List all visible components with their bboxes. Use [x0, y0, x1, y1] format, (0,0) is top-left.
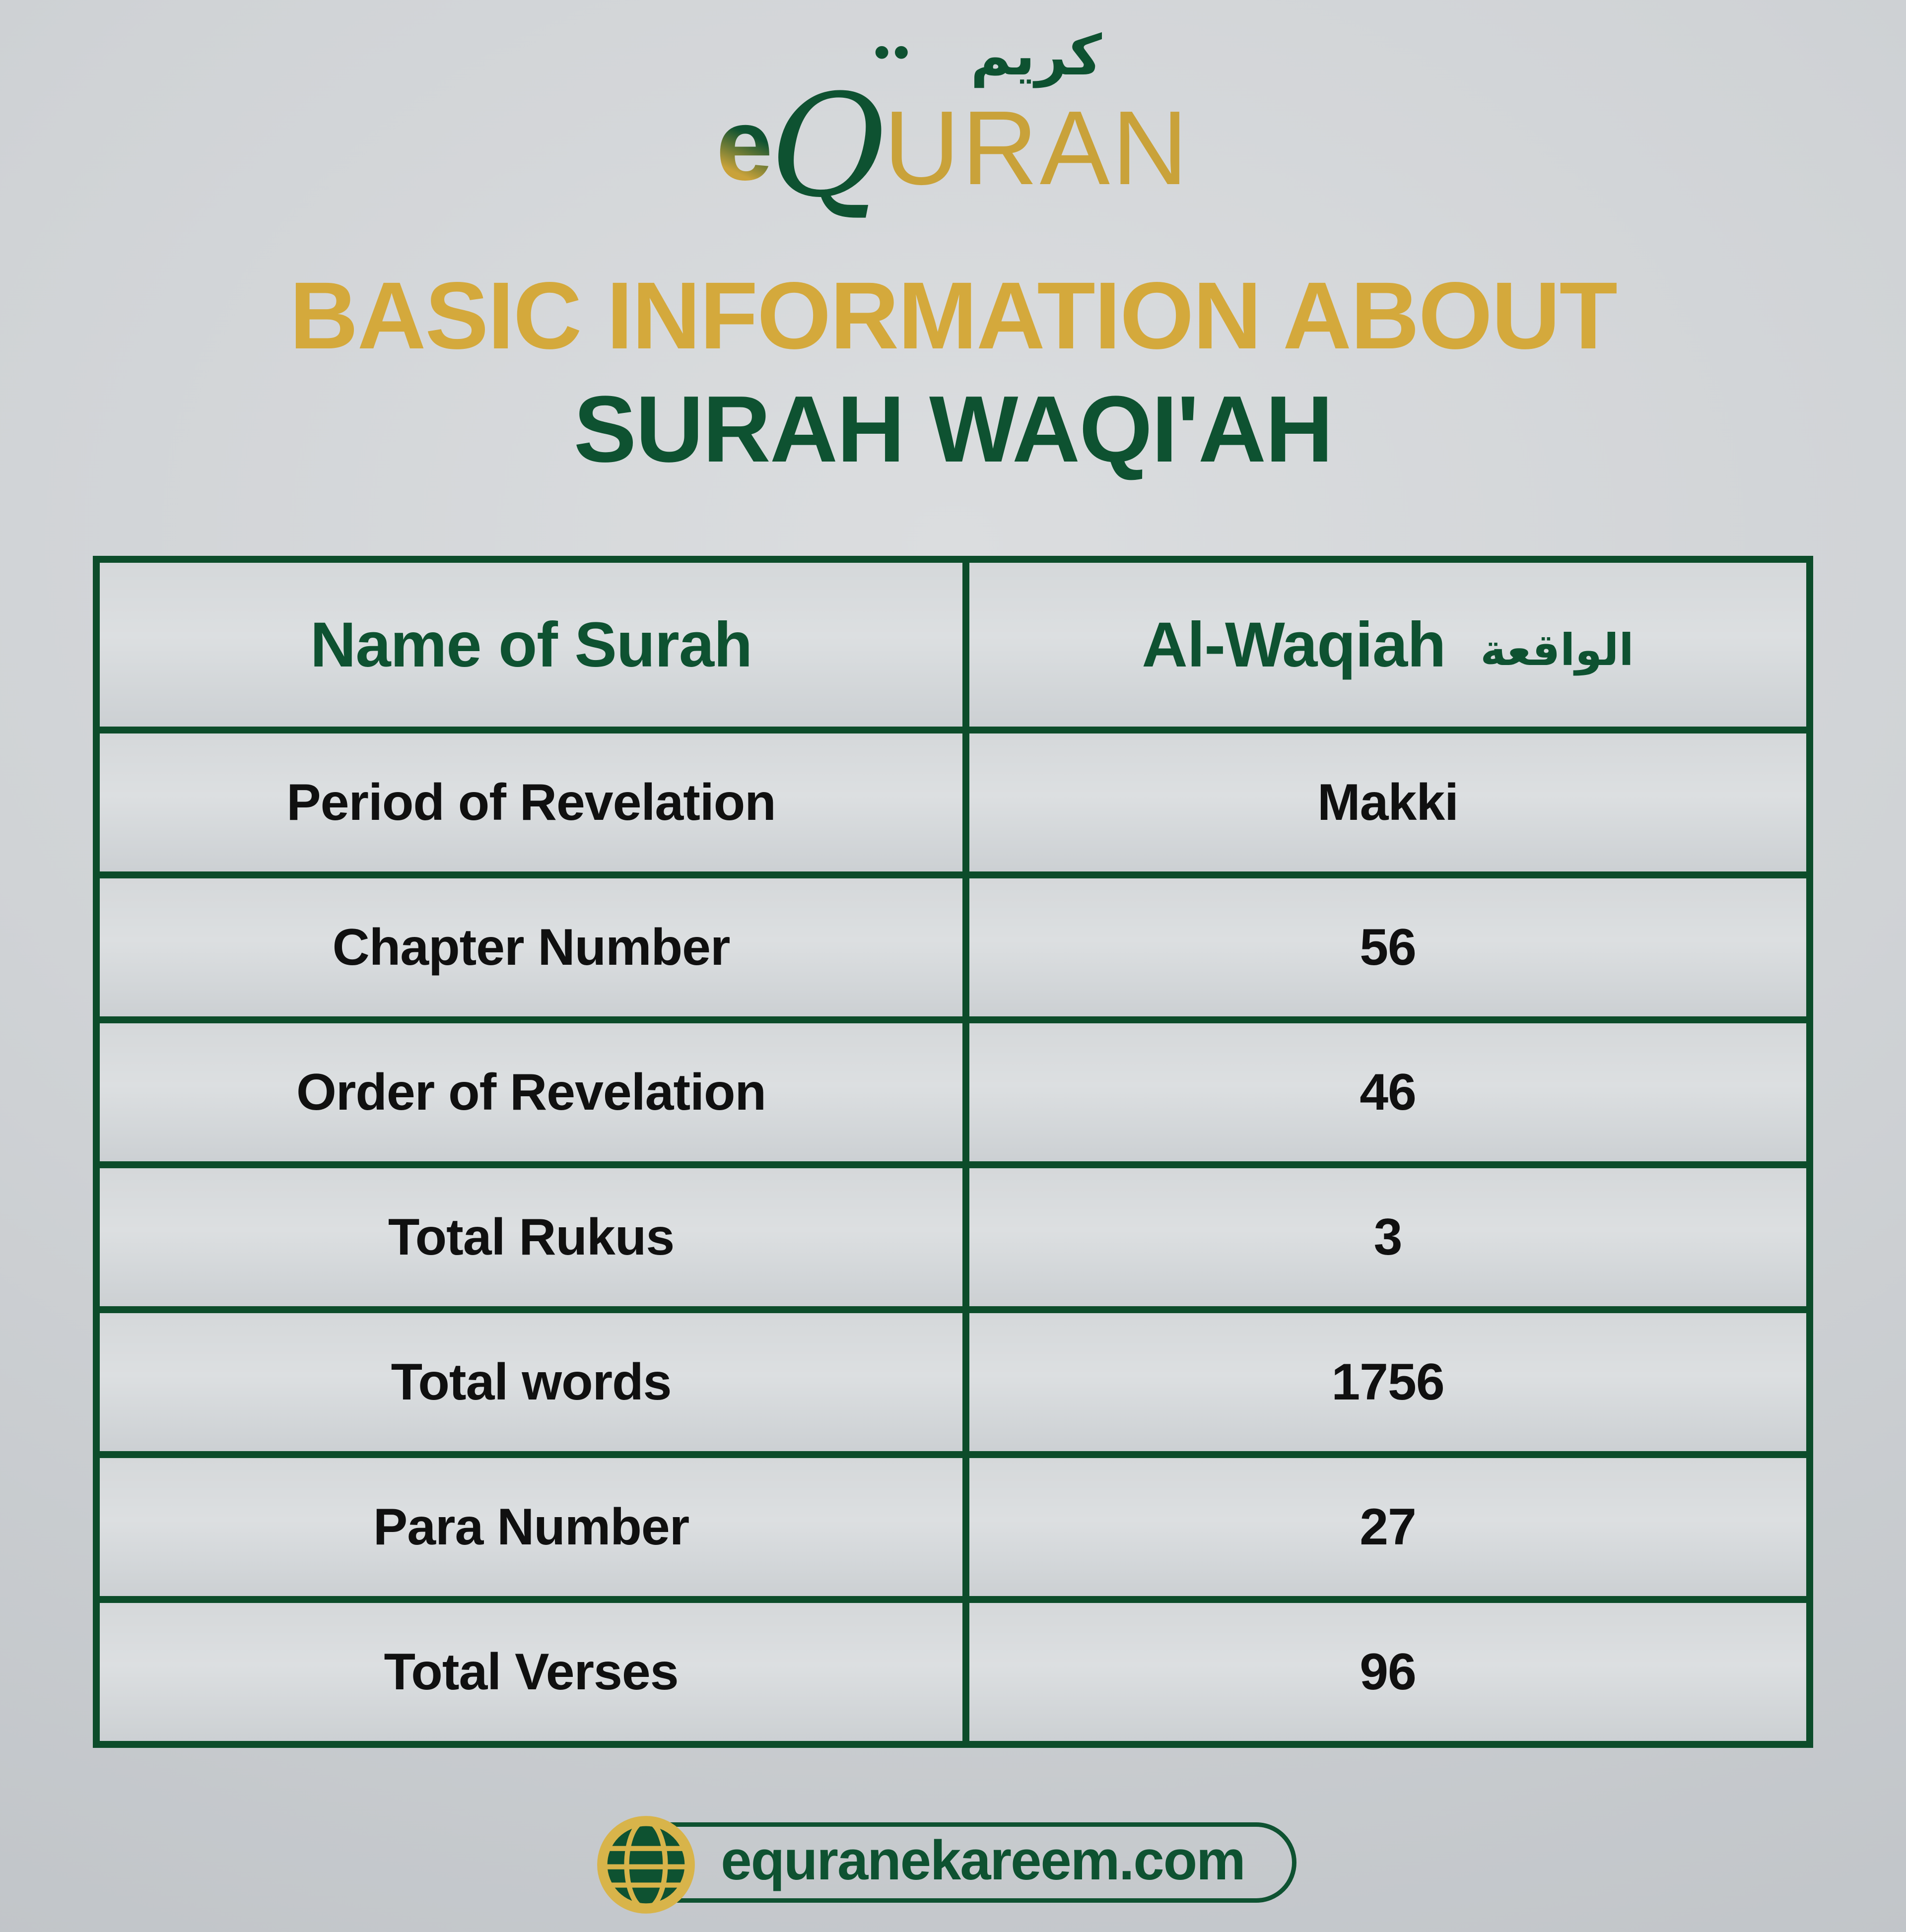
table-row-value: 56 [969, 878, 1806, 1016]
table-row-label: Total Rukus [100, 1168, 962, 1306]
logo-letter-q: Q [769, 64, 886, 229]
table-row-value: 3 [969, 1168, 1806, 1306]
surah-name-english: Al-Waqiah [1142, 609, 1446, 680]
equran-logo [716, 23, 1190, 229]
logo-uran-text: URAN [884, 88, 1190, 206]
table-row-label: Order of Revelation [100, 1023, 962, 1161]
website-pill[interactable] [610, 1822, 1296, 1903]
surah-name-arabic: الواقعة [1480, 624, 1634, 675]
table-row-value: 96 [969, 1603, 1806, 1741]
table-row-label: Total Verses [100, 1603, 962, 1741]
logo-letter-e: e [716, 88, 773, 202]
table-row-label: Total words [100, 1313, 962, 1451]
website-url: equranekareem.com [721, 1829, 1245, 1891]
table-row-value: 27 [969, 1458, 1806, 1596]
table-row-value: Makki [969, 733, 1806, 871]
table-header-value [969, 563, 1806, 727]
page-title-line2: SURAH WAQI'AH [573, 377, 1333, 482]
table-row-label: Para Number [100, 1458, 962, 1596]
table-header-label: Name of Surah [100, 563, 962, 727]
table-row-label: Chapter Number [100, 878, 962, 1016]
table-row-value: 1756 [969, 1313, 1806, 1451]
logo-arabic-kareem: كريم [970, 23, 1102, 88]
page-title-line1: BASIC INFORMATION ABOUT [289, 262, 1617, 369]
footer [610, 1822, 1296, 1903]
globe-icon [595, 1814, 697, 1916]
table-row-value: 46 [969, 1023, 1806, 1161]
surah-info-table [93, 556, 1813, 1748]
logo-q-dots: •• [874, 26, 913, 78]
table-row-label: Period of Revelation [100, 733, 962, 871]
